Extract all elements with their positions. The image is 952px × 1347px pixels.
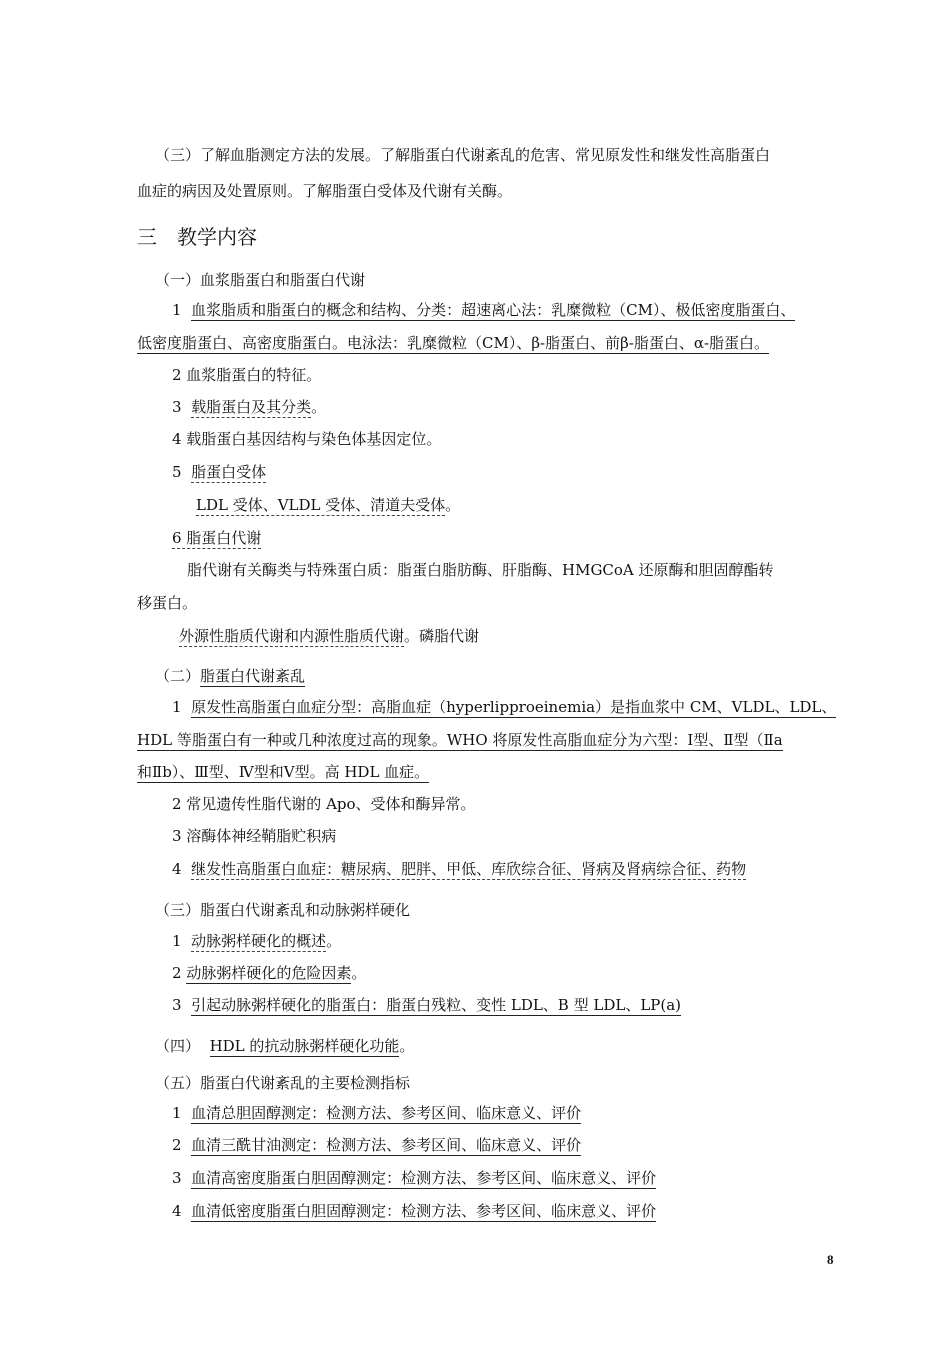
s1-item1-line2 (137, 336, 769, 351)
dashed-underlined-text: 外源性脂质代谢和内源性脂质代谢 (179, 627, 405, 645)
underlined-text: 血浆脂质和脂蛋白的概念和结构、分类：超速离心法：乳糜微粒（CM）、极低密度脂蛋白、 (191, 301, 796, 319)
underlined-text: 脂蛋白代谢紊乱 (200, 667, 306, 685)
intro-line-2: 血症的病因及处置原则。了解脂蛋白受体及代谢有关酶。 (137, 182, 513, 200)
underlined-text: HDL 的抗动脉粥样硬化功能 (209, 1037, 400, 1055)
item-number: 1 (172, 698, 182, 716)
s3-item2: 2 动脉粥样硬化的危险因素。 (172, 964, 367, 982)
item-number: 3 (172, 398, 182, 416)
s2-item1-line2 (137, 733, 783, 748)
dashed-underlined-text: 脂蛋白受体 (191, 463, 267, 481)
item-number: 1 (172, 1104, 182, 1122)
item-number: 1 (172, 301, 182, 319)
s1-item5-sub: LDL 受体、VLDL 受体、清道夫受体。 (196, 496, 461, 514)
s5-item4 (172, 1204, 656, 1219)
item-number: 1 (172, 932, 182, 950)
section-heading: 三 教学内容 (137, 225, 257, 249)
item-number: 3 (172, 1169, 182, 1187)
underlined-text: 原发性高脂蛋白血症分型：高脂血症（hyperlipproeinemia）是指血浆中 CM、VLDL、LDL、 (191, 698, 837, 716)
s1-item4: 4 载脂蛋白基因结构与染色体基因定位。 (172, 430, 442, 448)
dashed-underlined-text: 6 脂蛋白代谢 (172, 529, 262, 547)
underlined-text: 血清高密度脂蛋白胆固醇测定：检测方法、参考区间、临床意义、评价 (191, 1169, 657, 1187)
s4-title: （四） HDL 的抗动脉粥样硬化功能。 (155, 1037, 415, 1055)
dashed-underlined-text: 继发性高脂蛋白血症：糖尿病、肥胖、甲低、库欣综合征、肾病及肾病综合征、药物 (191, 860, 747, 878)
s3-title: （三）脂蛋白代谢紊乱和动脉粥样硬化 (155, 901, 411, 919)
s1-item1-line1 (172, 303, 795, 318)
item-number: 4 (172, 1202, 182, 1220)
underlined-text: 血清三酰甘油测定：检测方法、参考区间、临床意义、评价 (191, 1136, 582, 1154)
item-number: 2 (172, 1136, 182, 1154)
s2-item1-line1 (172, 700, 836, 715)
underlined-text: 血清低密度脂蛋白胆固醇测定：检测方法、参考区间、临床意义、评价 (191, 1202, 657, 1220)
dashed-underlined-text: 载脂蛋白及其分类 (191, 398, 312, 416)
s2-item2: 2 常见遗传性脂代谢的 Apo、受体和酶异常。 (172, 795, 476, 813)
page-number: 8 (827, 1252, 834, 1267)
s3-item3 (172, 998, 681, 1013)
s3-item1: 1 动脉粥样硬化的概述。 (172, 932, 342, 950)
s1-item6-p1-line1: 脂代谢有关酶类与特殊蛋白质：脂蛋白脂肪酶、肝脂酶、HMGCoA 还原酶和胆固醇酯转 (187, 561, 774, 579)
underlined-text: 和Ⅱb）、Ⅲ型、Ⅳ型和Ⅴ型。高 HDL 血症。 (137, 763, 430, 781)
s1-item2: 2 血浆脂蛋白的特征。 (172, 366, 322, 384)
item-number: 4 (172, 860, 182, 878)
underlined-text: HDL 等脂蛋白有一种或几种浓度过高的现象。WHO 将原发性高脂血症分为六型：Ⅰ型、Ⅱ型（Ⅱa (137, 731, 783, 749)
item-number: 3 (172, 996, 182, 1014)
intro-line-1: （三）了解血脂测定方法的发展。了解脂蛋白代谢紊乱的危害、常见原发性和继发性高脂蛋白 (155, 146, 771, 164)
dashed-underlined-text: 动脉粥样硬化的概述 (191, 932, 327, 950)
s5-item2 (172, 1138, 581, 1153)
underlined-text: 血清总胆固醇测定：检测方法、参考区间、临床意义、评价 (191, 1104, 582, 1122)
item-number: 5 (172, 463, 182, 481)
s1-item5 (172, 465, 266, 480)
s5-title: （五）脂蛋白代谢紊乱的主要检测指标 (155, 1074, 411, 1092)
s1-item3: 3 载脂蛋白及其分类。 (172, 398, 327, 416)
underlined-text: 低密度脂蛋白、高密度脂蛋白。电泳法：乳糜微粒（CM）、β-脂蛋白、前β-脂蛋白、α-脂蛋白。 (137, 334, 770, 352)
s2-item4 (172, 862, 746, 877)
s1-item6-p1-line2: 移蛋白。 (137, 594, 198, 612)
underlined-text: 引起动脉粥样硬化的脂蛋白：脂蛋白残粒、变性 LDL、B 型 LDL、LP(a) (191, 996, 682, 1014)
s1-title: （一）血浆脂蛋白和脂蛋白代谢 (155, 271, 366, 289)
s1-item6 (172, 531, 261, 546)
item-number: 2 (172, 964, 182, 982)
s5-item3 (172, 1171, 656, 1186)
s2-title: （二）脂蛋白代谢紊乱 (155, 667, 306, 685)
s2-item3: 3 溶酶体神经鞘脂贮积病 (172, 827, 337, 845)
s2-item1-line3 (137, 765, 429, 780)
underlined-text: 动脉粥样硬化的危险因素 (186, 964, 352, 982)
s1-item6-p2: 外源性脂质代谢和内源性脂质代谢。磷脂代谢 (179, 627, 480, 645)
dashed-underlined-text: LDL 受体、VLDL 受体、清道夫受体 (196, 496, 446, 514)
s5-item1 (172, 1106, 581, 1121)
